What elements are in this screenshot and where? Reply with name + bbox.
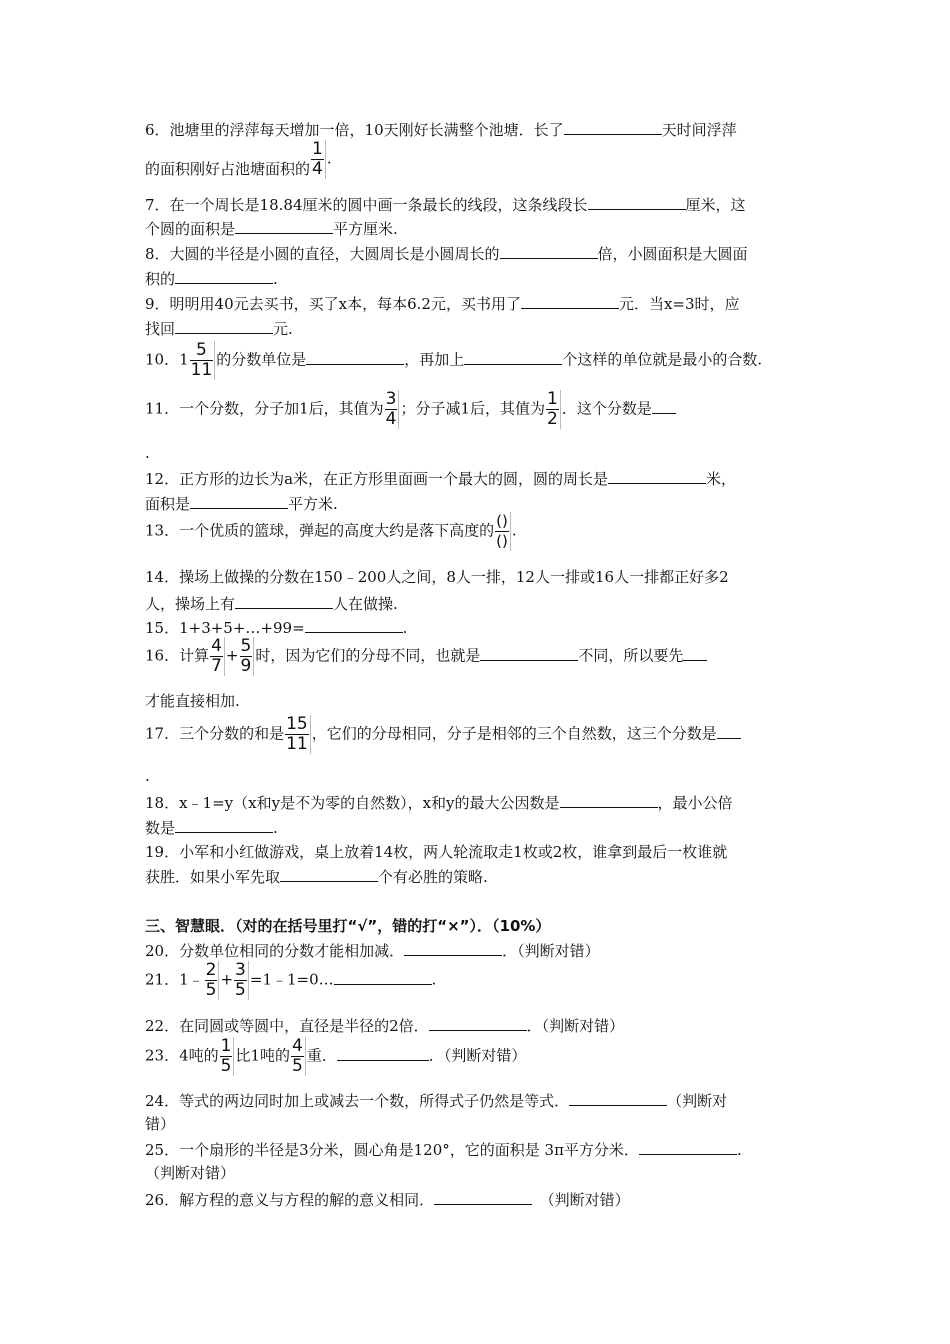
question-25-line-2 xyxy=(145,1164,235,1182)
fraction xyxy=(205,961,220,1000)
question-17-text: . xyxy=(145,767,150,785)
answer-blank[interactable] xyxy=(500,244,598,259)
fraction xyxy=(285,715,311,754)
question-13-text: 13．一个优质的篮球，弹起的高度大约是落下高度的 xyxy=(145,521,495,540)
question-18-text: 数是 xyxy=(145,819,176,837)
question-24-text: （判断对 xyxy=(667,1092,728,1110)
question-19-line-1 xyxy=(145,843,727,861)
question-16 xyxy=(145,637,707,676)
question-12-text: 面积是 xyxy=(145,495,191,513)
answer-blank[interactable] xyxy=(652,399,676,414)
question-14-text: 人在做操. xyxy=(333,595,398,613)
question-7-text: 平方厘米. xyxy=(333,220,398,238)
question-9-line-1 xyxy=(145,294,740,313)
question-26 xyxy=(145,1190,630,1209)
question-21-text: 21．1﹣ xyxy=(145,970,204,989)
question-14-text: 14．操场上做操的分数在150﹣200人之间，8人一排，12人一排或16人一排都正好多2 xyxy=(145,568,729,586)
answer-blank[interactable] xyxy=(717,724,741,739)
question-9-line-2 xyxy=(145,319,293,338)
question-23-text: 重． xyxy=(306,1046,337,1065)
question-25-text: 25．一个扇形的半径是3分米，圆心角是120°，它的面积是 3π平方分米． xyxy=(145,1141,639,1159)
fraction xyxy=(291,1037,306,1076)
question-16-text: 16．计算 xyxy=(145,646,210,665)
question-14-line-1 xyxy=(145,568,729,586)
fraction xyxy=(210,637,225,676)
question-6-line-1 xyxy=(145,120,737,139)
fraction xyxy=(220,1037,235,1076)
question-7-text: 个圆的面积是 xyxy=(145,220,236,238)
question-11-text: ；分子减1后，其值为 xyxy=(400,399,546,418)
question-9-text: 找回 xyxy=(145,320,176,338)
question-26-text: （判断对错） xyxy=(547,1191,630,1209)
answer-blank[interactable] xyxy=(464,350,562,365)
fraction-denominator: 5 xyxy=(220,1056,232,1076)
question-17 xyxy=(145,715,741,754)
answer-blank[interactable] xyxy=(429,1016,527,1031)
question-24-text: 24．等式的两边同时加上或减去一个数，所得式子仍然是等式． xyxy=(145,1092,570,1110)
answer-blank[interactable] xyxy=(608,469,706,484)
fraction-denominator: 2 xyxy=(547,409,558,429)
question-11 xyxy=(145,390,676,429)
answer-blank[interactable] xyxy=(337,1046,429,1061)
question-22-text: 22．在同圆或等圆中，直径是半径的2倍． xyxy=(145,1017,429,1035)
question-6-text: . xyxy=(326,149,332,168)
fraction-numerator: 3 xyxy=(385,389,397,409)
question-18-text: 18．x﹣1=y（x和y是不为零的自然数），x和y的最大公因数是 xyxy=(145,794,560,812)
fraction-denominator: 5 xyxy=(292,1056,303,1076)
question-8-line-1 xyxy=(145,244,748,263)
question-21-text: =1﹣1=0… xyxy=(249,970,334,989)
fraction xyxy=(385,390,400,429)
question-20 xyxy=(145,941,600,960)
question-11-text: 11．一个分数，分子加1后，其值为 xyxy=(145,399,384,418)
fraction xyxy=(311,140,326,179)
question-26-text: 26．解方程的意义与方程的解的意义相同． xyxy=(145,1191,435,1209)
question-10-text: 10．1 xyxy=(145,350,189,369)
answer-blank[interactable] xyxy=(175,818,273,833)
fraction-denominator: 11 xyxy=(190,360,213,380)
fraction-numerator: 1 xyxy=(547,389,558,409)
fraction xyxy=(240,637,255,676)
question-13-text: . xyxy=(511,521,517,540)
question-17-line-2 xyxy=(145,767,150,785)
answer-blank[interactable] xyxy=(334,970,432,985)
fraction-numerator: 5 xyxy=(240,636,252,656)
question-19-text: 获胜．如果小军先取 xyxy=(145,868,281,886)
question-18-text: . xyxy=(273,819,278,837)
answer-blank[interactable] xyxy=(305,618,403,633)
fraction-denominator: 4 xyxy=(385,409,397,429)
question-7-text: 7．在一个周长是18.84厘米的圆中画一条最长的线段，这条线段长 xyxy=(145,196,588,214)
question-8-text: 倍，小圆面积是大圆面 xyxy=(597,245,748,263)
plus-sign: + xyxy=(220,970,234,989)
question-6-text: 天时间浮萍 xyxy=(661,121,737,139)
answer-blank[interactable] xyxy=(639,1140,737,1155)
question-6-text: 6．池塘里的浮萍每天增加一倍，10天刚好长满整个池塘．长了 xyxy=(145,121,564,139)
question-16-text: 时，因为它们的分母不同，也就是 xyxy=(255,646,481,665)
question-8-text: 积的 xyxy=(145,270,176,288)
question-9-text: 9．明明用40元去买书，买了x本，每本6.2元，买书用了 xyxy=(145,295,521,313)
question-12-line-2 xyxy=(145,494,338,513)
answer-blank[interactable] xyxy=(404,941,502,956)
question-16-text: 才能直接相加. xyxy=(145,692,240,710)
fraction-numerator: 1 xyxy=(312,139,323,159)
question-17-text: 17．三个分数的和是 xyxy=(145,724,285,743)
question-16-text: 不同，所以要先 xyxy=(578,646,684,665)
answer-blank[interactable] xyxy=(306,350,404,365)
answer-blank[interactable] xyxy=(569,1091,667,1106)
question-24-text: 错） xyxy=(145,1115,176,1133)
question-19-text: 个有必胜的策略. xyxy=(378,868,488,886)
fraction xyxy=(234,961,249,1000)
fraction-denominator: () xyxy=(496,532,508,550)
answer-blank[interactable] xyxy=(235,594,333,609)
question-18-line-2 xyxy=(145,818,278,837)
question-25-text: （判断对错） xyxy=(145,1164,236,1182)
question-21-text: . xyxy=(431,970,437,989)
question-13 xyxy=(145,512,517,551)
fraction-denominator: 7 xyxy=(211,656,222,676)
answer-blank[interactable] xyxy=(521,294,619,309)
answer-blank[interactable] xyxy=(235,219,333,234)
answer-blank[interactable] xyxy=(175,269,273,284)
fraction xyxy=(495,512,511,551)
question-10-text: 个这样的单位就是最小的合数. xyxy=(562,350,763,369)
question-25-line-1 xyxy=(145,1140,742,1159)
question-8-line-2 xyxy=(145,269,278,288)
fraction-numerator: 15 xyxy=(286,714,308,734)
question-22-text: ．（判断对错） xyxy=(526,1017,625,1035)
question-12-text: 米， xyxy=(706,470,737,488)
question-12-text: 12．正方形的边长为a米，在正方形里面画一个最大的圆，圆的周长是 xyxy=(145,470,609,488)
answer-blank[interactable] xyxy=(175,319,273,334)
question-21 xyxy=(145,961,436,1000)
fraction xyxy=(190,341,216,380)
fraction-numerator: 4 xyxy=(211,636,222,656)
fraction-numerator: 1 xyxy=(220,1036,232,1056)
fraction-denominator: 4 xyxy=(312,159,323,179)
fraction xyxy=(546,390,561,429)
plus-sign: + xyxy=(225,646,239,665)
fraction-numerator: () xyxy=(496,512,508,530)
fraction-numerator: 3 xyxy=(235,960,246,980)
question-12-text: 平方米. xyxy=(288,495,338,513)
question-10 xyxy=(145,341,762,380)
question-7-line-2 xyxy=(145,219,398,238)
answer-blank[interactable] xyxy=(564,120,662,135)
question-25-text: . xyxy=(736,1141,742,1159)
question-9-text: 元．当x=3时，应 xyxy=(618,295,740,313)
question-14-text: 人，操场上有 xyxy=(145,595,236,613)
question-23-text: 比1吨的 xyxy=(235,1046,291,1065)
question-14-line-2 xyxy=(145,594,398,613)
question-19-text: 19．小军和小红做游戏，桌上放着14枚，两人轮流取走1枚或2枚，谁拿到最后一枚谁就 xyxy=(145,843,728,861)
question-8-text: 8．大圆的半径是小圆的直径，大圆周长是小圆周长的 xyxy=(145,245,500,263)
question-6-text: 的面积刚好占池塘面积的 xyxy=(145,159,311,178)
answer-blank[interactable] xyxy=(560,793,658,808)
question-23-text: ．（判断对错） xyxy=(428,1046,527,1065)
answer-blank[interactable] xyxy=(434,1190,532,1205)
answer-blank[interactable] xyxy=(280,867,378,882)
fraction-numerator: 2 xyxy=(205,960,217,980)
question-15-text: . xyxy=(402,619,408,637)
fraction-numerator: 5 xyxy=(190,341,214,361)
question-10-text: 的分数单位是 xyxy=(216,350,307,369)
question-24-line-2 xyxy=(145,1115,175,1133)
question-17-text: ，它们的分母相同，分子是相邻的三个自然数，这三个分数是 xyxy=(311,724,717,743)
question-15 xyxy=(145,618,407,637)
question-19-line-2 xyxy=(145,867,488,886)
answer-blank[interactable] xyxy=(588,195,686,210)
question-15-text: 15．1+3+5+…+99= xyxy=(145,619,305,637)
question-24-line-1 xyxy=(145,1091,727,1110)
fraction-denominator: 9 xyxy=(240,656,252,676)
question-10-text: ，再加上 xyxy=(404,350,465,369)
question-16-line-2 xyxy=(145,692,240,710)
question-12-line-1 xyxy=(145,469,736,488)
question-9-text: 元. xyxy=(273,320,293,338)
question-23-text: 23．4吨的 xyxy=(145,1046,219,1065)
question-18-text: ，最小公倍 xyxy=(657,794,733,812)
question-7-text: 厘米，这 xyxy=(685,196,746,214)
question-7-line-1 xyxy=(145,195,746,214)
question-22 xyxy=(145,1016,624,1035)
answer-blank[interactable] xyxy=(480,646,578,661)
question-8-text: . xyxy=(273,270,278,288)
fraction-numerator: 4 xyxy=(292,1036,303,1056)
question-20-text: 20．分数单位相同的分数才能相加减． xyxy=(145,942,405,960)
question-11-text: ．这个分数是 xyxy=(561,399,652,418)
question-23 xyxy=(145,1037,526,1076)
fraction-denominator: 11 xyxy=(286,734,308,754)
question-11-text: . xyxy=(145,444,150,462)
answer-blank[interactable] xyxy=(190,494,288,509)
fraction-denominator: 5 xyxy=(205,980,217,1000)
question-18-line-1 xyxy=(145,793,733,812)
answer-blank[interactable] xyxy=(683,646,707,661)
question-6-line-2 xyxy=(145,140,332,179)
fraction-denominator: 5 xyxy=(235,980,246,1000)
section-3-heading: 三、智慧眼．（对的在括号里打“√”，错的打“×”）．（10%） xyxy=(145,917,551,935)
question-11-line-2 xyxy=(145,444,150,462)
question-20-text: ．（判断对错） xyxy=(502,942,600,960)
